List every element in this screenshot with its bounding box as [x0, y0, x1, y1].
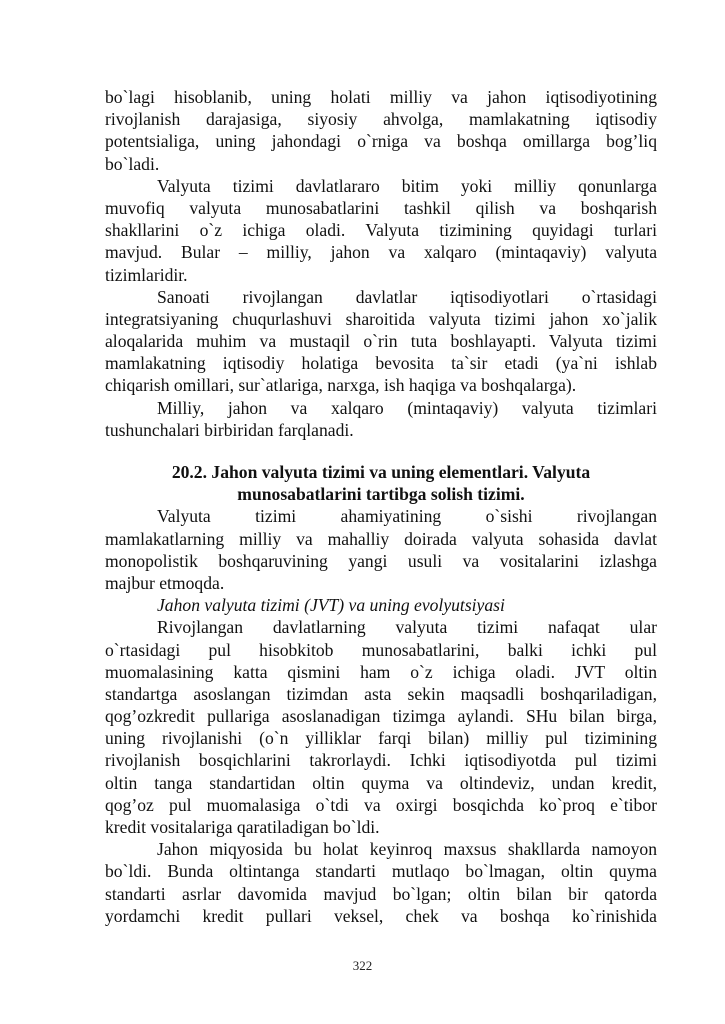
text-line: mamlakatning iqtisodiy holatiga bevosita ta`sir etadi (ya`ni ishlab [105, 353, 657, 374]
text-line: Milliy, jahon va xalqaro (mintaqaviy) valyuta tizimlari [157, 397, 657, 418]
text-line: shakllarini o`z ichiga oladi. Valyuta tizimining quyidagi turlari [105, 220, 657, 241]
text-line: Valyuta tizimi ahamiyatining o`sishi rivojlangan [157, 506, 657, 527]
text-line: tushunchalari birbiridan farqlanadi. [105, 419, 354, 440]
paragraph [105, 505, 657, 594]
subsection-heading: Jahon valyuta tizimi (JVT) va uning evolyutsiyasi [157, 595, 505, 616]
text-line: Rivojlangan davlatlarning valyuta tizimi nafaqat ular [157, 617, 657, 638]
text-line: Jahon miqyosida bu holat keyinroq maxsus shakllarda namoyon [157, 839, 657, 860]
text-line: muvofiq valyuta munosabatlarini tashkil qilish va boshqarish [105, 197, 657, 218]
text-line: kredit vositalariga qaratiladigan bo`ldi. [105, 817, 380, 837]
document-page [105, 86, 657, 927]
paragraph [105, 616, 657, 838]
section-heading [105, 461, 657, 505]
text-line: tizimlaridir. [105, 264, 188, 285]
text-line: potentsialiga, uning jahondagi o`rniga va boshqa omillarga bog’liq [105, 131, 657, 152]
text-line: Sanoati rivojlangan davlatlar iqtisodiyotlari o`rtasidagi [157, 286, 657, 307]
text-line: aloqalarida muhim va mustaqil o`rin tuta boshlayapti. Valyuta tizimi [105, 331, 657, 352]
text-line: muomalasining katta qismini ham o`z ichiga oladi. JVT oltin [105, 661, 657, 682]
text-line: rivojlanish darajasiga, siyosiy ahvolga, mamlakatning iqtisodiy [105, 109, 657, 130]
paragraph [105, 86, 657, 175]
text-block-subsection [105, 616, 657, 927]
page-number: 322 [352, 958, 373, 973]
text-line: bo`ldi. Bunda oltintanga standarti mutlaqo bo`lmagan, oltin quyma [105, 861, 657, 882]
text-line: integratsiyaning chuqurlashuvi sharoitida valyuta tizimi jahon xo`jalik [105, 308, 657, 329]
text-line: oltin tanga standartidan oltin quyma va oltindeviz, undan kredit, [105, 772, 657, 793]
text-line: qog’oz pul muomalasiga o`tdi va oxirgi bosqichda ko`proq e`tibor [105, 794, 657, 815]
text-line: yordamchi kredit pullari veksel, chek va boshqa ko`rinishida [105, 905, 657, 926]
text-block-intro [105, 86, 657, 441]
section-gap [105, 441, 657, 461]
text-block-section [105, 505, 657, 594]
text-line: standarti asrlar davomida mavjud bo`lgan; oltin bilan bir qatorda [105, 883, 657, 904]
text-line: standartga asoslangan tizimdan asta sekin maqsadli boshqariladigan, [105, 683, 657, 704]
text-line: bo`lagi hisoblanib, uning holati milliy va jahon iqtisodiyotining [105, 87, 657, 107]
text-line: mamlakatlarning milliy va mahalliy doirada valyuta sohasida davlat [105, 528, 657, 549]
paragraph [105, 286, 657, 397]
text-line: majbur etmoqda. [105, 572, 225, 593]
paragraph [105, 397, 657, 441]
paragraph [105, 838, 657, 927]
text-line: o`rtasidagi pul hisobkitob munosabatlarini, balki ichki pul [105, 639, 657, 660]
text-line: rivojlanish bosqichlarini takrorlaydi. Ichki iqtisodiyotda pul tizimi [105, 750, 657, 771]
text-line: chiqarish omillari, sur`atlariga, narxga, ish haqiga va boshqalarga). [105, 375, 577, 396]
text-line: mavjud. Bular – milliy, jahon va xalqaro (mintaqaviy) valyuta [105, 242, 657, 263]
section-heading-line-1: 20.2. Jahon valyuta tizimi va uning elementlari. Valyuta [171, 462, 591, 482]
paragraph [105, 175, 657, 286]
text-line: bo`ladi. [105, 153, 160, 174]
text-line: monopolistik boshqaruvining yangi usuli va vositalarini izlashga [105, 550, 657, 571]
text-line: qog’ozkredit pullariga asoslanadigan tizimga aylandi. SHu bilan birga, [105, 706, 657, 727]
section-heading-line-2: munosabatlarini tartibga solish tizimi. [237, 484, 525, 505]
text-line: uning rivojlanishi (o`n yilliklar farqi bilan) milliy pul tizimining [105, 728, 657, 749]
text-line: Valyuta tizimi davlatlararo bitim yoki milliy qonunlarga [157, 175, 657, 196]
